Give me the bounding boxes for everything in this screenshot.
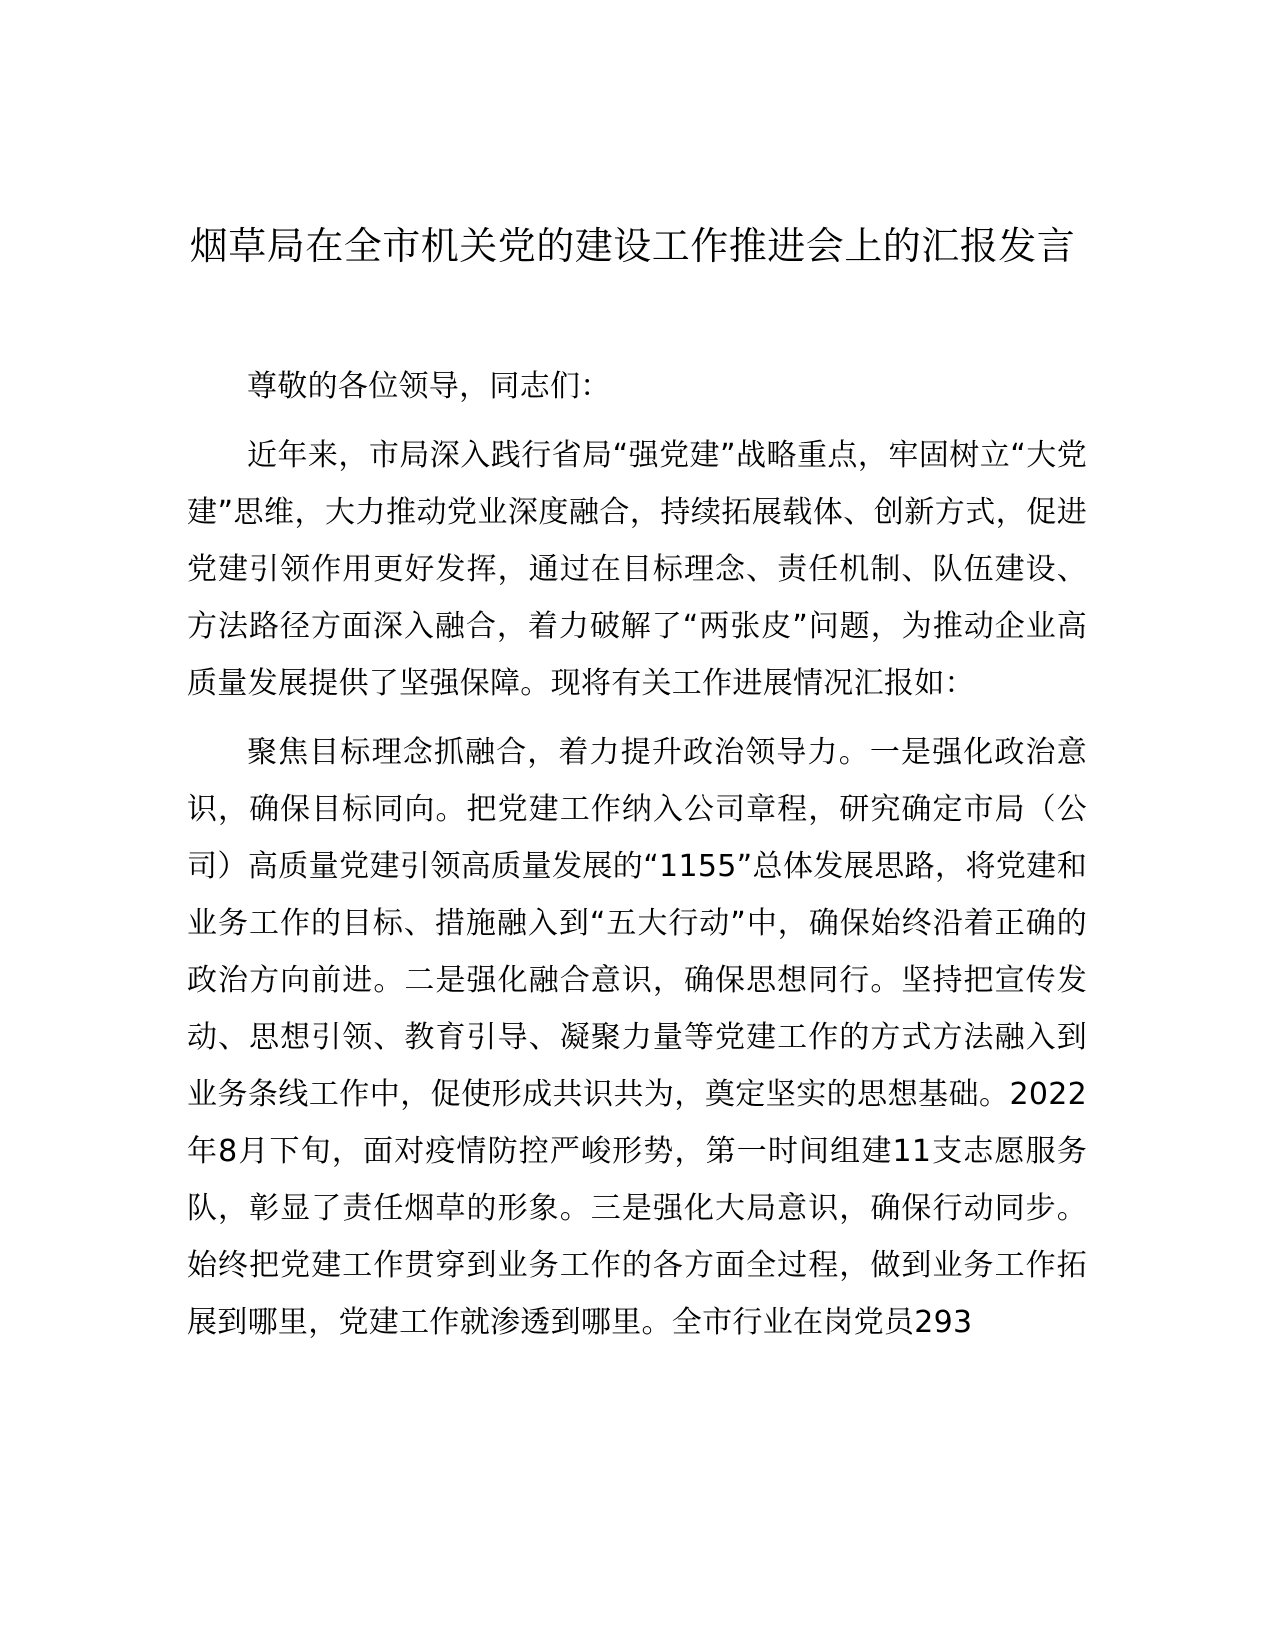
document-body — [187, 358, 1087, 1363]
salutation-paragraph: 尊敬的各位领导，同志们： — [247, 369, 611, 404]
section-paragraph: 聚焦目标理念抓融合，着力提升政治领导力。一是强化政治意识，确保目标同向。把党建工作纳入公司章程，研究确定市局（公司）高质量党建引领高质量发展的“1155”总体发展思路，将党建和业务工作的目标、措施融入到“五大行动”中，确保始终沿着正确的政治方向前进。二是强化融合意识，确保思想同行。坚持把宣传发动、思想引领、教育引导、凝聚力量等党建工作的方式方法融入到业务条线工作中，促使形成共识共为，奠定坚实的思想基础。2022年8月下旬，面对疫情防控严峻形势，第一时间组建11支志愿服务队，彰显了责任烟草的形象。三是强化大局意识，确保行动同步。始终把党建工作贯穿到业务工作的各方面全过程，做到业务工作拓展到哪里，党建工作就渗透到哪里。全市行业在岗党员293 — [187, 735, 1087, 1340]
intro-paragraph: 近年来，市局深入践行省局“强党建”战略重点，牢固树立“大党建”思维，大力推动党业深度融合，持续拓展载体、创新方式，促进党建引领作用更好发挥，通过在目标理念、责任机制、队伍建设、方法路径方面深入融合，着力破解了“两张皮”问题，为推动企业高质量发展提供了坚强保障。现将有关工作进展情况汇报如： — [187, 438, 1087, 701]
document-title: 烟草局在全市机关党的建设工作推进会上的汇报发言 — [189, 224, 1076, 268]
